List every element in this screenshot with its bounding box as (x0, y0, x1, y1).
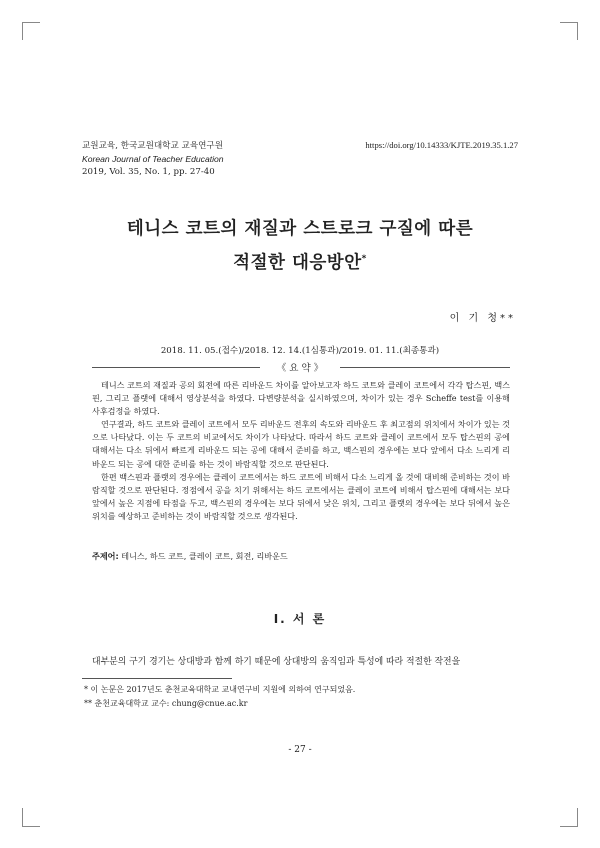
title-line-1: 테니스 코트의 재질과 스트로크 구질에 따른 (126, 219, 474, 239)
title-line-2 (60, 244, 540, 278)
journal-name-korean: 교원교육, 한국교원대학교 교육연구원 (82, 141, 224, 151)
crop-mark-bottom-left-v (22, 808, 23, 826)
paper-title (60, 214, 540, 278)
doi-link[interactable]: https://doi.org/10.14333/KJTE.2019.35.1.27 (365, 140, 518, 150)
title-footnote-mark: * (361, 254, 367, 264)
keywords-text: 테니스, 하드 코트, 클레이 코트, 회전, 리바운드 (121, 551, 288, 561)
crop-mark-bottom-right-v (577, 808, 578, 826)
journal-volume: 2019, Vol. 35, No. 1, pp. 27-40 (82, 167, 215, 177)
title-line-2-text: 적절한 대응방안 (233, 252, 362, 273)
footnote-author-contact: ** 춘천교육대학교 교수: chung@cnue.ac.kr (84, 699, 248, 708)
crop-mark-bottom-right-h (560, 826, 578, 827)
crop-mark-bottom-left-h (22, 826, 40, 827)
abstract-paragraph-3: 한편 백스핀과 플랫의 경우에는 클레이 코트에서는 하드 코트에 비해서 다소 느리게 올 것에 대비해 준비하는 것이 바람직할 것으로 판단된다. 정점에서 공을 치기 위해서는 하드 코트에서는 클레이 코트에 비해서 탑스핀에 대해서는 보다 앞에서 높은 지점에 타점을 두고, 백스핀의 경우에는 보다 뒤에서 낮은 위치, 그리고 플랫의 경우에는 보다 뒤에서 높은 위치를 예상하고 준비하는 것이 바람직할 것으로 생각된다. (92, 471, 510, 521)
abstract-paragraph-1: 테니스 코트의 재질과 공의 회전에 따른 리바운드 차이를 알아보고자 하드 코트와 클레이 코트에서 각각 탑스핀, 백스핀, 그리고 플랫에 대해서 영상분석을 하였다. 다변량분석을 실시하였으며, 차이가 있는 경우 Scheffe test를 이용해 사후검정을 하였다. (92, 380, 510, 417)
abstract-paragraph-2: 연구결과, 하드 코트와 클레이 코트에서 모두 리바운드 전후의 속도와 리바운드 후 최고점의 위치에서 차이가 있는 것으로 나타났다. 이는 두 코트의 비교에서도 차이가 나타났다. 따라서 하드 코트와 클레이 코트에서 모두 탑스핀의 공에 대해서는 다소 뒤에서 빠르게 리바운드 되는 공에 대해서 준비를 하고, 백스핀의 경우에는 보다 앞에서 다소 느리게 리바운드 되는 공에 대한 준비를 하는 것이 바람직할 것으로 판단된다. (92, 419, 510, 469)
body-first-line: 대부분의 구기 경기는 상대방과 함께 하기 때문에 상대방의 움직임과 특성에 따라 적절한 작전을 (92, 657, 461, 667)
footnote-divider (82, 678, 232, 679)
section-heading-introduction: Ⅰ. 서 론 (273, 612, 327, 626)
crop-mark-top-right-h (560, 22, 578, 23)
abstract-heading: 《 요 약 》 (276, 363, 324, 374)
page-number: - 27 - (288, 745, 312, 755)
journal-name-english: Korean Journal of Teacher Education (82, 154, 224, 164)
footnote-funding: * 이 논문은 2017년도 춘천교육대학교 교내연구비 지원에 의하여 연구되었음. (84, 685, 356, 694)
keywords-label: 주제어: (92, 551, 119, 561)
footnotes (84, 683, 355, 711)
journal-header (82, 140, 224, 179)
author-name: 이 기 청** (449, 313, 516, 324)
crop-mark-top-left-h (22, 22, 40, 23)
abstract-body (92, 379, 510, 523)
keywords (92, 551, 510, 562)
review-dates: 2018. 11. 05.(접수)/2018. 12. 14.(1심통과)/2019. 01. 11.(최종통과) (160, 346, 440, 356)
crop-mark-top-right-v (577, 22, 578, 40)
crop-mark-top-left-v (22, 22, 23, 40)
